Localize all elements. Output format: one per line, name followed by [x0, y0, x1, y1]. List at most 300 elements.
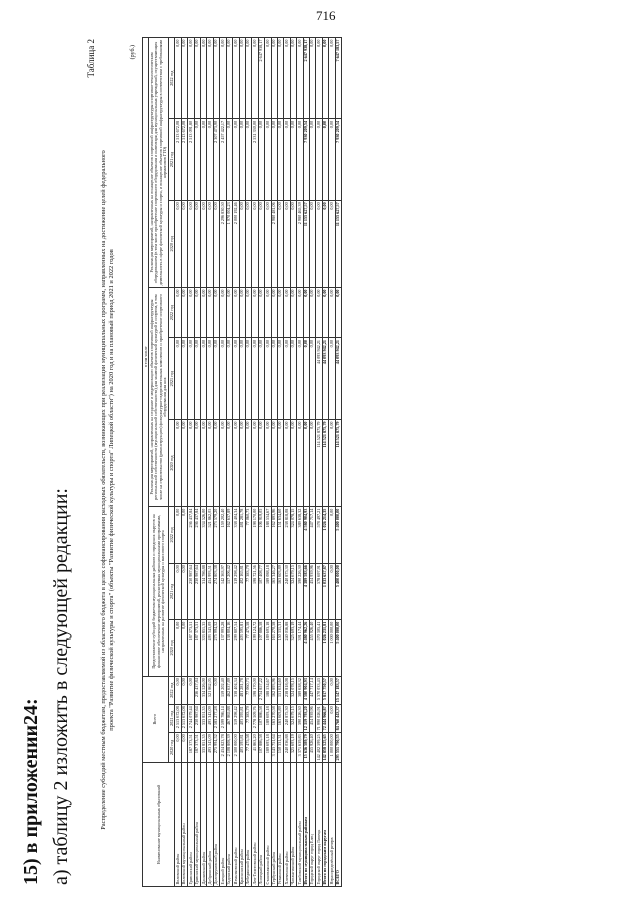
cell-t2: 0,00: [181, 676, 187, 704]
cell-b2: 0,00: [316, 287, 322, 338]
cell-c1: 2 513 091,80: [188, 119, 194, 200]
cell-a0: 163 270,58: [271, 620, 277, 677]
cell-b1: 0,00: [188, 338, 194, 420]
cell-a0: 325 693,19: [290, 620, 296, 677]
cell-a1: 0,00: [329, 563, 335, 620]
cell-t1: 230 987,64: [194, 704, 200, 732]
cell-t2: 188 534,67: [265, 676, 271, 704]
year-header-y2020: 2020 год: [169, 419, 175, 506]
row-name: Городской округ город Елец: [309, 763, 315, 887]
cell-b2: 0,00: [265, 287, 271, 338]
cell-c0: 0,00: [284, 200, 290, 287]
cell-c0: 2 296 830,50: [220, 200, 226, 287]
cell-a0: 187 373,51: [188, 620, 194, 677]
cell-a1: 77 383,79: [245, 563, 251, 620]
cell-t2: 238 818,08: [284, 676, 290, 704]
cell-t0: 2 300 000,00: [233, 732, 239, 762]
cell-b1: 0,00: [271, 338, 277, 420]
cell-c2: 0,00: [271, 38, 277, 119]
row-name: Чаплыгинский район: [290, 763, 296, 887]
cell-a2: 338 404,34: [233, 507, 239, 564]
cell-b2: 0,00: [213, 287, 219, 338]
row-name: Долгоруковский район: [213, 763, 219, 887]
cell-t0: 0,00: [181, 732, 187, 762]
cell-a2: 236 437,84: [188, 507, 194, 564]
col-header-group-1: Предоставление субсидий бюджетам муниципальных районов и городских округов на финансовое обеспечение мероприятий, реализуемых муниципальными программами, направленных на развитие физической культуры и массового спорта: [149, 507, 169, 677]
cell-b2: 0,00: [322, 287, 328, 338]
cell-c2: 0,00: [322, 38, 328, 119]
page-number: 716: [316, 8, 336, 23]
cell-b1: 0,00: [175, 338, 181, 420]
cell-b1: 0,00: [201, 338, 207, 420]
row-name: Воловский район: [175, 763, 181, 887]
cell-t2: 236 437,84: [194, 676, 200, 704]
cell-c0: 1 970 004,23: [226, 200, 232, 287]
cell-b1: 0,00: [309, 338, 315, 420]
row-name: Краснинский район: [239, 763, 245, 887]
table-label: Таблица 2: [86, 39, 96, 78]
cell-t2: 151 634,60: [277, 676, 283, 704]
cell-c0: 2 000 192,46: [233, 200, 239, 287]
cell-c0: 0,00: [201, 200, 207, 287]
cell-b1: 44 093 942,21: [322, 338, 328, 420]
cell-c1: 0,00: [207, 119, 213, 200]
amendment-sub-heading: а) таблицу 2 изложить в следующей редакции:: [50, 488, 72, 885]
cell-b0: 0,00: [207, 419, 213, 506]
cell-b1: 0,00: [213, 338, 219, 420]
cell-c2: 0,00: [233, 38, 239, 119]
row-name: Елецкий район: [220, 763, 226, 887]
cell-a1: 142 363,97: [220, 563, 226, 620]
year-header-y2020: 2020 год: [169, 200, 175, 287]
cell-a0: 455 926,40: [309, 620, 315, 677]
cell-a2: 447 717,14: [309, 507, 315, 564]
cell-t0: 333 851,35: [201, 732, 207, 762]
cell-b1: 0,00: [284, 338, 290, 420]
cell-a0: 403 595,81: [239, 620, 245, 677]
cell-t1: 240 875,30: [284, 704, 290, 732]
cell-b2: 0,00: [220, 287, 226, 338]
cell-b0: 0,00: [265, 419, 271, 506]
cell-a1: 163 603,89: [277, 563, 283, 620]
row-name: Усманский район: [277, 763, 283, 887]
cell-a2: 0,00: [181, 507, 187, 564]
row-name: Лев-Толстовский район: [252, 763, 258, 887]
cell-b0: 0,00: [309, 419, 315, 506]
cell-c1: 0,00: [265, 119, 271, 200]
cell-t0: 3 371 639,83: [297, 732, 303, 762]
cell-b0: 0,00: [284, 419, 290, 506]
cell-b2: 0,00: [277, 287, 283, 338]
cell-t2: 0,00: [175, 676, 181, 704]
cell-b2: 0,00: [284, 287, 290, 338]
cell-b1: 0,00: [297, 338, 303, 420]
cell-t0: 107 886,58: [258, 732, 264, 762]
cell-t2: 5 370 033,43: [316, 676, 322, 704]
cell-a1: 0,00: [175, 563, 181, 620]
cell-t1: 390 226,30: [297, 704, 303, 732]
cell-a2: 238 818,08: [284, 507, 290, 564]
year-header-y2021: 2021 год: [169, 563, 175, 620]
cell-t2: 2 754 857,22: [258, 676, 264, 704]
cell-a1: 578 697,91: [316, 563, 322, 620]
cell-c0: 0,00: [322, 200, 328, 287]
cell-c1: 0,00: [284, 119, 290, 200]
cell-a0: 189 693,18: [265, 620, 271, 677]
cell-t2: 0,00: [188, 676, 194, 704]
cell-t1: 84 760 443,37: [335, 706, 341, 731]
cell-a0: 77 475,58: [245, 620, 251, 677]
cell-c2: 0,00: [201, 38, 207, 119]
cell-t2: 481 281,78: [239, 676, 245, 704]
cell-b0: 0,00: [297, 419, 303, 506]
cell-a2: 4 580 904,93: [303, 507, 309, 564]
cell-a2: 198 170,00: [252, 507, 258, 564]
cell-t0: 325 693,19: [290, 732, 296, 762]
cell-b0: 0,00: [213, 419, 219, 506]
cell-a2: 159 202,40: [220, 507, 226, 564]
cell-a2: 77 060,73: [245, 507, 251, 564]
cell-t2: 0,00: [213, 676, 219, 704]
cell-a2: 188 534,67: [265, 507, 271, 564]
cell-b2: 0,00: [309, 287, 315, 338]
cell-b1: 0,00: [265, 338, 271, 420]
cell-b1: 0,00: [220, 338, 226, 420]
cell-c0: 0,00: [188, 200, 194, 287]
cell-a2: 236 437,84: [194, 507, 200, 564]
row-name: Итого по городским округам: [322, 763, 328, 887]
cell-a0: 0,00: [175, 620, 181, 677]
col-header-group-3: Реализация мероприятий, направленных на оснащение объектов спортивной инфраструктуры спортивно-технологическим оборудованием (в том числе приобретение спортивного оборудования и инвентаря для муниципальных учреждений, осуществляющих деятельность в сфере физической культуры и спорта, и оснащение объектов спортивной инфраструктуры в соответствии с требованиями нормативов ГТО): [149, 38, 169, 288]
cell-a1: 314 786,88: [201, 563, 207, 620]
cell-b1: 0,00: [226, 338, 232, 420]
cell-a1: 230 987,64: [194, 563, 200, 620]
cell-t0: 15 636 589,79: [303, 732, 309, 762]
cell-a1: 274 803,38: [213, 563, 219, 620]
cell-a2: 151 634,60: [277, 507, 283, 564]
cell-a2: 0,00: [175, 507, 181, 564]
cell-t2: 447 717,14: [309, 676, 315, 704]
cell-b2: 0,00: [335, 287, 341, 338]
row-name: Грязинский район: [188, 763, 194, 887]
row-name: Городской округ город Липецк: [316, 763, 322, 887]
cell-c1: 2 513 672,08: [175, 119, 181, 200]
row-name: Липецкий район: [258, 763, 264, 887]
cell-a1: 5 400 000,00: [335, 563, 341, 620]
cell-b2: 0,00: [258, 287, 264, 338]
cell-c1: 0,00: [201, 119, 207, 200]
cell-c2: 0,00: [252, 38, 258, 119]
cell-c1: 0,00: [258, 119, 264, 200]
cell-c1: 7 930 209,54: [303, 119, 309, 200]
cell-c0: 0,00: [175, 200, 181, 287]
cell-c0: 2 980 465,39: [297, 200, 303, 287]
cell-a1: 454 993,51: [207, 563, 213, 620]
cell-t2: 324 078,15: [290, 676, 296, 704]
cell-c2: 0,00: [329, 38, 335, 119]
cell-b2: 0,00: [175, 287, 181, 338]
cell-c0: 0,00: [258, 200, 264, 287]
cell-b1: 0,00: [329, 338, 335, 420]
cell-c0: 0,00: [277, 200, 283, 287]
row-name: Измалковский район: [233, 763, 239, 887]
cell-a0: 391 174,44: [297, 620, 303, 677]
subsidy-distribution-table: [142, 37, 342, 887]
cell-t1: 2 778 509,76: [252, 704, 258, 732]
cell-c0: 0,00: [329, 200, 335, 287]
cell-c2: 7 647 183,57: [335, 38, 341, 119]
cell-t0: 275 994,52: [213, 732, 219, 762]
cell-t2: 4 580 904,93: [303, 676, 309, 704]
cell-t0: 403 595,81: [239, 732, 245, 762]
cell-b2: 0,00: [201, 287, 207, 338]
cell-t1: 163 270,58: [271, 704, 277, 732]
cell-t0: 2 434 823,78: [220, 732, 226, 762]
cell-t1: 72 444 966,87: [322, 706, 328, 731]
cell-c1: 0,00: [245, 119, 251, 200]
cell-t2: 389 638,32: [297, 676, 303, 704]
year-header-y2021: 2021 год: [169, 704, 175, 732]
cell-a1: 230 987,64: [188, 563, 194, 620]
cell-t0: 1 000 000,00: [329, 732, 335, 762]
cell-t1: 2 513 672,08: [181, 704, 187, 732]
cell-c0: 0,00: [207, 200, 213, 287]
cell-t0: 493 343,09: [207, 732, 213, 762]
cell-c2: 0,00: [220, 38, 226, 119]
cell-a2: 1 026 214,35: [322, 507, 328, 564]
row-name: Хлевенский район: [284, 763, 290, 887]
cell-a0: 570 305,41: [316, 620, 322, 677]
cell-t1: 0,00: [329, 704, 335, 732]
cell-b1: 0,00: [245, 338, 251, 420]
cell-b2: 0,00: [188, 287, 194, 338]
cell-c0: 0,00: [181, 200, 187, 287]
cell-a2: 5 400 000,00: [335, 507, 341, 564]
cell-b2: 0,00: [271, 287, 277, 338]
row-name: Грязинский муниципальный район: [194, 763, 200, 887]
cell-c1: 0,00: [239, 119, 245, 200]
cell-a2: 106 919,05: [258, 507, 264, 564]
cell-t0: 187 373,51: [194, 732, 200, 762]
cell-b0: 114 521 875,79: [335, 419, 341, 506]
cell-t1: 333 851,35: [201, 704, 207, 732]
cell-b1: 44 093 942,21: [335, 338, 341, 420]
cell-t1: 71 990 026,91: [315, 706, 321, 731]
cell-c2: 0,00: [309, 38, 315, 119]
cell-a0: 240 036,88: [284, 620, 290, 677]
cell-c1: 0,00: [297, 119, 303, 200]
cell-b0: 0,00: [175, 419, 181, 506]
cell-b2: 0,00: [233, 287, 239, 338]
cell-b2: 0,00: [181, 287, 187, 338]
cell-a2: 162 893,96: [271, 507, 277, 564]
cell-c2: 0,00: [175, 38, 181, 119]
cell-c1: 7 930 209,54: [335, 119, 341, 200]
cell-c2: 0,00: [316, 38, 322, 119]
cell-t2: 159 202,40: [220, 676, 226, 704]
cell-c0: 2 980 481,06: [271, 200, 277, 287]
cell-t1: 107 886,58: [258, 704, 264, 732]
cell-t1: 2 583 277,28: [213, 704, 219, 732]
cell-c2: 0,00: [181, 38, 187, 119]
cell-b0: 0,00: [226, 419, 232, 506]
cell-t0: 77 475,58: [245, 732, 251, 762]
cell-a0: 299 807,54: [233, 620, 239, 677]
cell-b0: 0,00: [252, 419, 258, 506]
cell-b0: 0,00: [220, 419, 226, 506]
cell-a2: 162 637,89: [226, 507, 232, 564]
row-name: ВСЕГО: [335, 763, 341, 887]
cell-c1: 2 513 672,08: [181, 119, 187, 200]
cell-c2: 0,00: [226, 38, 232, 119]
cell-b0: 0,00: [258, 419, 264, 506]
row-name: Нераспределённый резерв: [329, 763, 335, 887]
cell-c0: 0,00: [245, 200, 251, 287]
cell-a1: 0,00: [181, 563, 187, 620]
cell-a0: 150 331,31: [277, 620, 283, 677]
cell-c1: 0,00: [316, 119, 322, 200]
cell-t2: 462 637,89: [226, 676, 232, 704]
cell-t0: 150 331,31: [277, 732, 283, 762]
cell-c0: 0,00: [239, 200, 245, 287]
col-header-group-2: Реализация мероприятий, направленных на создание и модернизацию объектов спортивной инфраструктуры региональной собственности (муниципальной собственности) для занятий физической культурой и спортом, в том числе на строительство (реконструкцию) физкультурно-оздоровительных комплексов и приобретение спортивного оборудования для них: [149, 287, 169, 506]
cell-c2: 0,00: [284, 38, 290, 119]
cell-a1: 107 408,77: [258, 563, 264, 620]
cell-a1: 324 679,15: [290, 563, 296, 620]
cell-t1: 324 679,15: [290, 704, 296, 732]
cell-c1: 0,00: [271, 119, 277, 200]
cell-b1: 0,00: [181, 338, 187, 420]
cell-a1: 4 389 583,66: [303, 563, 309, 620]
row-name: Задонский район: [226, 763, 232, 887]
row-name: Данковский район: [201, 763, 207, 887]
cell-b2: 0,00: [245, 287, 251, 338]
cell-c1: 2 531 330,00: [252, 119, 258, 200]
cell-a1: 454 939,96: [309, 563, 315, 620]
cell-b1: 0,00: [290, 338, 296, 420]
rotated-page-content: [0, 25, 640, 905]
col-header-name: Наименование муниципальных образований: [143, 763, 175, 887]
year-header-y2022: 2022 год: [169, 507, 175, 564]
row-name: Тербунский район: [271, 763, 277, 887]
cell-c0: 0,00: [265, 200, 271, 287]
cell-a1: 189 088,18: [265, 563, 271, 620]
cell-c1: 0,00: [329, 119, 335, 200]
cell-b2: 0,00: [194, 287, 200, 338]
cell-b2: 0,00: [226, 287, 232, 338]
cell-a0: 138 804,16: [226, 620, 232, 677]
cell-b2: 0,00: [290, 287, 296, 338]
cell-a0: 4 480 962,26: [303, 620, 309, 677]
cell-c2: 0,00: [194, 38, 200, 119]
cell-c0: 0,00: [213, 200, 219, 287]
cell-c1: 0,00: [226, 119, 232, 200]
cell-c2: 0,00: [207, 38, 213, 119]
cell-b0: 0,00: [239, 419, 245, 506]
cell-c0: 0,00: [309, 200, 315, 287]
cell-a2: 334 526,00: [201, 507, 207, 564]
row-name: Тамбовский муниципальный район: [297, 763, 303, 887]
cell-t2: 338 404,34: [233, 676, 239, 704]
cell-t0: 187 373,51: [188, 732, 194, 762]
cell-c2: 0,00: [245, 38, 251, 119]
cell-t0: 142 858 525,65: [322, 734, 328, 761]
cell-a0: 1 000 000,00: [329, 620, 335, 677]
cell-t1: 77 383,79: [245, 704, 251, 732]
cell-b2: 0,00: [239, 287, 245, 338]
amendment-item-heading: 15) в приложении24:: [20, 698, 42, 885]
row-name: Лебедянский район: [245, 763, 251, 887]
cell-b0: 0,00: [271, 419, 277, 506]
unit-label: (руб.): [130, 45, 136, 60]
cell-c1: 0,00: [309, 119, 315, 200]
cell-b1: 0,00: [277, 338, 283, 420]
cell-t0: 189 693,18: [265, 732, 271, 762]
cell-t0: 2 108 808,39: [226, 732, 232, 762]
cell-a1: 198 721,56: [252, 563, 258, 620]
cell-b0: 0,00: [233, 419, 239, 506]
cell-a0: 0,00: [181, 620, 187, 677]
cell-t0: 240 036,88: [284, 732, 290, 762]
cell-t0: 295 551 790,55: [335, 734, 341, 761]
cell-c2: 0,00: [188, 38, 194, 119]
cell-t1: 403 595,81: [239, 704, 245, 732]
cell-b1: 0,00: [233, 338, 239, 420]
cell-b2: 0,00: [252, 287, 258, 338]
cell-t1: 2 513 672,08: [175, 704, 181, 732]
cell-t0: 3 143 751,64: [271, 732, 277, 762]
col-header-total: Всего: [143, 676, 169, 762]
cell-a1: 157 206,42: [226, 563, 232, 620]
cell-c0: 11 155 627,57: [303, 200, 309, 287]
cell-a2: 273 579,20: [213, 507, 219, 564]
cell-c1: 0,00: [322, 119, 328, 200]
cell-t1: 319 298,42: [233, 704, 239, 732]
cell-t2: 334 526,00: [201, 676, 207, 704]
cell-c2: 0,00: [213, 38, 219, 119]
cell-t2: 15 147 183,57: [335, 678, 341, 703]
cell-a0: 137 993,28: [220, 620, 226, 677]
cell-c2: 0,00: [290, 38, 296, 119]
cell-t2: 0,00: [329, 676, 335, 704]
cell-a1: 319 298,42: [233, 563, 239, 620]
cell-t1: 12 319 793,20: [303, 706, 309, 731]
cell-b0: 0,00: [245, 419, 251, 506]
table-body: [175, 38, 342, 887]
cell-b1: 0,00: [258, 338, 264, 420]
cell-a2: 578 497,21: [316, 507, 322, 564]
cell-t2: 5 817 750,57: [322, 676, 328, 704]
cell-t1: 493 343,09: [207, 704, 213, 732]
cell-b1: 44 093 942,21: [316, 338, 322, 420]
cell-c2: 0,00: [297, 38, 303, 119]
cell-a2: 324 078,15: [290, 507, 296, 564]
cell-b0: 0,00: [188, 419, 194, 506]
cell-a1: 163 346,27: [271, 563, 277, 620]
cell-a0: 333 851,35: [201, 620, 207, 677]
cell-c2: 0,00: [239, 38, 245, 119]
cell-b2: 0,00: [329, 287, 335, 338]
row-name: Воловский муниципальный район: [181, 763, 187, 887]
cell-b0: 0,00: [303, 419, 309, 506]
cell-a2: 0,00: [329, 507, 335, 564]
cell-t1: 467 865,88: [226, 704, 232, 732]
cell-b0: 0,00: [329, 419, 335, 506]
cell-c0: 0,00: [252, 200, 258, 287]
cell-b1: 0,00: [239, 338, 245, 420]
cell-t0: 142 402 599,25: [315, 734, 321, 761]
year-header-y2021: 2021 год: [169, 338, 175, 420]
